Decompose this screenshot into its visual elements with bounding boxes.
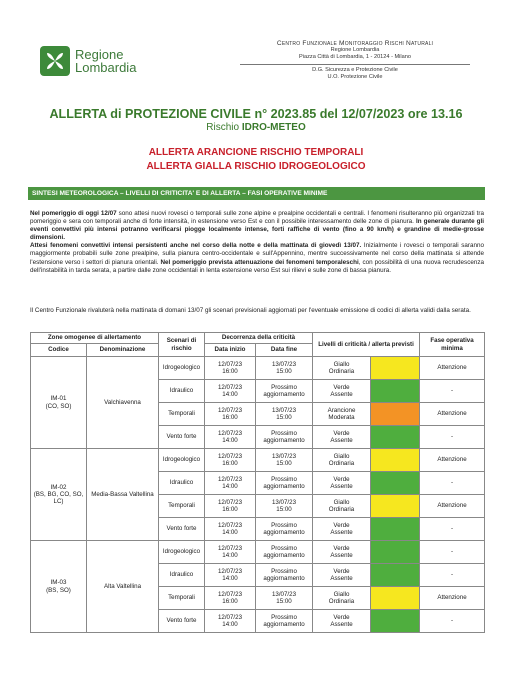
header-zones: Zone omogenee di allertamento [31, 333, 159, 344]
start-date: 12/07/23 [217, 590, 243, 598]
start-time: 14:00 [222, 529, 238, 536]
end-cell [256, 472, 313, 495]
end-time: 15:00 [276, 460, 292, 467]
center-region: Regione Lombardia [330, 47, 380, 53]
phase-cell: - [420, 426, 485, 449]
end-date: Prossimo [271, 544, 297, 552]
level-color: Verde [333, 521, 350, 529]
level-criticality: Ordinaria [328, 506, 355, 513]
header-decorrenza: Decorrenza della criticità [205, 333, 313, 344]
level-cell [313, 610, 371, 633]
zone-name: Media-Bassa Valtellina [87, 449, 159, 541]
level-color: Verde [333, 429, 350, 437]
phase-cell: - [420, 610, 485, 633]
alert-line-orange: ALLERTA ARANCIONE RISCHIO TEMPORALI [148, 147, 364, 158]
level-swatch [371, 495, 420, 518]
end-time: aggiornamento [263, 483, 305, 490]
end-time: 15:00 [276, 414, 292, 421]
level-cell [313, 357, 371, 380]
phase-cell: Attenzione [420, 449, 485, 472]
end-cell [256, 541, 313, 564]
scenario-cell: Idrogeologico [159, 449, 205, 472]
end-cell [256, 426, 313, 449]
scenario-cell: Idraulico [159, 564, 205, 587]
phase-cell: Attenzione [420, 357, 485, 380]
start-cell [205, 426, 256, 449]
level-swatch [371, 449, 420, 472]
para1-text-3: , con possibilità di una nuova recrudescenza dell'instabilità in tarda serata, a partire dalle zone occidentali in lenta estensione verso Est sui rilievi e sulle zone di bassa pianura. [30, 258, 484, 274]
end-date: 13/07/23 [271, 452, 297, 460]
start-cell [205, 380, 256, 403]
alert-title: ALLERTA di PROTEZIONE CIVILE n° 2023.85 del 12/07/2023 ore 13.16 [49, 107, 463, 121]
header-level: Livelli di criticità / allerta previsti [313, 333, 420, 357]
level-cell [313, 472, 371, 495]
scenario-cell: Vento forte [159, 610, 205, 633]
end-cell [256, 495, 313, 518]
end-date: 13/07/23 [271, 498, 297, 506]
end-cell [256, 610, 313, 633]
zone-name: Valchiavenna [87, 357, 159, 449]
level-cell [313, 541, 371, 564]
table-row [31, 449, 485, 472]
zone-code: IM-01 [50, 395, 67, 403]
header-name: Denominazione [87, 344, 159, 357]
level-swatch [371, 403, 420, 426]
zone-code-cell [31, 449, 87, 541]
level-swatch [371, 610, 420, 633]
scenario-cell: Idrogeologico [159, 541, 205, 564]
end-time: 15:00 [276, 598, 292, 605]
level-cell [313, 495, 371, 518]
center-info [240, 40, 470, 81]
end-date: 13/07/23 [271, 360, 297, 368]
para1-bold-3: Attesi fenomeni convettivi intensi persistenti anche nel corso della notte e della mattinata di giovedì 13/07. [30, 242, 362, 250]
level-cell [313, 403, 371, 426]
level-cell [313, 587, 371, 610]
header-end: Data fine [256, 344, 313, 357]
logo-line1: Regione [75, 47, 124, 62]
end-time: aggiornamento [263, 437, 305, 444]
table-row [31, 541, 485, 564]
phase-cell: Attenzione [420, 403, 485, 426]
synthesis-paragraph-1 [30, 210, 484, 275]
scenario-cell: Temporali [159, 495, 205, 518]
header-phase: Fase operativa minima [420, 333, 485, 357]
start-cell [205, 357, 256, 380]
center-divider [240, 64, 470, 65]
zone-code-cell [31, 357, 87, 449]
start-cell [205, 587, 256, 610]
start-cell [205, 495, 256, 518]
start-date: 12/07/23 [217, 498, 243, 506]
phase-cell: - [420, 541, 485, 564]
para1-bold-2: In generale durante gli eventi convettivi più intensi potranno verificarsi piogge localmente intense, forti raffiche di vento (fino a 90 km/h) e grandine di medie-grosse dimensioni. [30, 218, 484, 242]
phase-cell: - [420, 518, 485, 541]
zone-code: IM-02 [50, 483, 67, 491]
phase-cell: Attenzione [420, 495, 485, 518]
end-time: 15:00 [276, 506, 292, 513]
scenario-cell: Vento forte [159, 518, 205, 541]
start-date: 12/07/23 [217, 521, 243, 529]
level-color: Verde [333, 383, 350, 391]
end-time: aggiornamento [263, 391, 305, 398]
header-code: Codice [31, 344, 87, 357]
start-cell [205, 564, 256, 587]
center-uo: U.O. Protezione Civile [327, 74, 383, 80]
end-date: Prossimo [271, 567, 297, 575]
table-body [31, 357, 485, 633]
phase-cell: Attenzione [420, 587, 485, 610]
end-date: 13/07/23 [271, 590, 297, 598]
end-time: aggiornamento [263, 575, 305, 582]
end-cell [256, 449, 313, 472]
level-swatch [371, 380, 420, 403]
start-time: 14:00 [222, 552, 238, 559]
scenario-cell: Idrogeologico [159, 357, 205, 380]
level-criticality: Assente [330, 552, 353, 559]
table-row [31, 357, 485, 380]
level-swatch [371, 518, 420, 541]
end-time: 15:00 [276, 368, 292, 375]
end-cell [256, 380, 313, 403]
synthesis-bar: SINTESI METEOROLOGICA – LIVELLI DI CRITICITA' E DI ALLERTA – FASI OPERATIVE MINIME [28, 187, 485, 200]
level-color: Giallo [333, 498, 350, 506]
level-color: Verde [333, 613, 350, 621]
level-cell [313, 518, 371, 541]
level-swatch [371, 357, 420, 380]
end-date: Prossimo [271, 521, 297, 529]
zone-code-cell [31, 541, 87, 633]
phase-cell: - [420, 472, 485, 495]
header-scenario: Scenari di rischio [159, 333, 205, 357]
end-time: aggiornamento [263, 552, 305, 559]
level-criticality: Assente [330, 575, 353, 582]
end-cell [256, 403, 313, 426]
start-time: 14:00 [222, 391, 238, 398]
scenario-cell: Vento forte [159, 426, 205, 449]
end-date: 13/07/23 [271, 406, 297, 414]
start-date: 12/07/23 [217, 383, 243, 391]
level-cell [313, 426, 371, 449]
scenario-cell: Idraulico [159, 472, 205, 495]
start-cell [205, 449, 256, 472]
level-criticality: Assente [330, 483, 353, 490]
end-time: aggiornamento [263, 529, 305, 536]
start-date: 12/07/23 [217, 613, 243, 621]
level-color: Verde [333, 544, 350, 552]
level-swatch [371, 587, 420, 610]
level-swatch [371, 472, 420, 495]
start-cell [205, 610, 256, 633]
level-criticality: Ordinaria [328, 368, 355, 375]
start-time: 14:00 [222, 437, 238, 444]
end-date: Prossimo [271, 429, 297, 437]
para1-text-2: Inizialmente i rovesci o temporali saranno maggiormente probabili sulle zone prealpine, sulla pianura centro-occidentale e sull'Appennino, mentre successivamente nel corso della mattinata si attende l'estensione verso i settori di pianura orientali. [30, 242, 484, 266]
end-date: Prossimo [271, 613, 297, 621]
level-swatch [371, 541, 420, 564]
level-criticality: Assente [330, 621, 353, 628]
end-cell [256, 518, 313, 541]
level-criticality: Ordinaria [328, 460, 355, 467]
synthesis-paragraph-2: Il Centro Funzionale rivaluterà nella mattinata di domani 13/07 gli scenari previsionali aggiornati per l'eventuale emissione di codici di allerta validi dalla serata. [30, 307, 471, 314]
level-color: Giallo [333, 590, 350, 598]
zone-provinces: (CO, SO) [45, 402, 72, 410]
scenario-cell: Temporali [159, 403, 205, 426]
center-address: Piazza Città di Lombardia, 1 - 20124 - Milano [299, 54, 411, 60]
level-cell [313, 449, 371, 472]
level-color: Giallo [333, 360, 350, 368]
start-date: 12/07/23 [217, 475, 243, 483]
start-cell [205, 518, 256, 541]
start-date: 12/07/23 [217, 360, 243, 368]
start-time: 16:00 [222, 506, 238, 513]
start-date: 12/07/23 [217, 406, 243, 414]
phase-cell: - [420, 564, 485, 587]
level-criticality: Moderata [328, 414, 355, 421]
start-date: 12/07/23 [217, 567, 243, 575]
end-date: Prossimo [271, 475, 297, 483]
logo-text [75, 48, 136, 74]
end-cell [256, 587, 313, 610]
start-time: 16:00 [222, 368, 238, 375]
regione-lombardia-logo [40, 46, 136, 76]
start-time: 14:00 [222, 621, 238, 628]
level-color: Arancione [327, 406, 356, 414]
level-criticality: Ordinaria [328, 598, 355, 605]
para1-text-1: sono attesi nuovi rovesci o temporali sulle zone alpine e prealpine occidentali e centrali. I fenomeni risulteranno più organizzati tra pomeriggio e sera con temporali anche di forte intensità, in estensione verso Est e con il possibile interessamento delle zone di pianura. [30, 210, 484, 226]
start-time: 14:00 [222, 575, 238, 582]
para1-bold-4: Nel pomeriggio prevista attenuazione dei fenomeni temporaleschi [160, 258, 359, 266]
regione-lombardia-logo-icon [40, 46, 70, 76]
start-date: 12/07/23 [217, 452, 243, 460]
start-date: 12/07/23 [217, 429, 243, 437]
logo-line2: Lombardia [75, 60, 137, 75]
zone-provinces: (BS, SO) [46, 586, 71, 594]
zone-provinces: (BS, BG, CO, SO, LC) [33, 490, 84, 506]
phase-cell: - [420, 380, 485, 403]
center-title: Centro Funzionale Monitoraggio Rischi Naturali [276, 40, 434, 47]
scenario-cell: Temporali [159, 587, 205, 610]
level-swatch [371, 564, 420, 587]
end-time: aggiornamento [263, 621, 305, 628]
scenario-cell: Idraulico [159, 380, 205, 403]
start-cell [205, 541, 256, 564]
alert-risk-name: IDRO-METEO [241, 122, 306, 133]
alert-line-yellow: ALLERTA GIALLA RISCHIO IDROGEOLOGICO [146, 161, 366, 172]
start-time: 16:00 [222, 598, 238, 605]
level-cell [313, 564, 371, 587]
level-criticality: Assente [330, 529, 353, 536]
level-color: Verde [333, 475, 350, 483]
start-time: 16:00 [222, 460, 238, 467]
zone-code: IM-03 [50, 579, 67, 587]
header-start: Data inizio [205, 344, 256, 357]
alert-risk [0, 122, 512, 133]
level-criticality: Assente [330, 391, 353, 398]
criticality-table [30, 332, 485, 633]
level-cell [313, 380, 371, 403]
start-date: 12/07/23 [217, 544, 243, 552]
end-cell [256, 357, 313, 380]
start-time: 16:00 [222, 414, 238, 421]
start-time: 14:00 [222, 483, 238, 490]
para1-bold-1: Nel pomeriggio di oggi 12/07 [30, 210, 117, 217]
zone-name: Alta Valtellina [87, 541, 159, 633]
end-cell [256, 564, 313, 587]
center-dg: D.G. Sicurezza e Protezione Civile [312, 67, 398, 73]
level-swatch [371, 426, 420, 449]
level-color: Giallo [333, 452, 350, 460]
end-date: Prossimo [271, 383, 297, 391]
alert-risk-prefix: Rischio [206, 122, 240, 133]
level-criticality: Assente [330, 437, 353, 444]
level-color: Verde [333, 567, 350, 575]
start-cell [205, 403, 256, 426]
start-cell [205, 472, 256, 495]
